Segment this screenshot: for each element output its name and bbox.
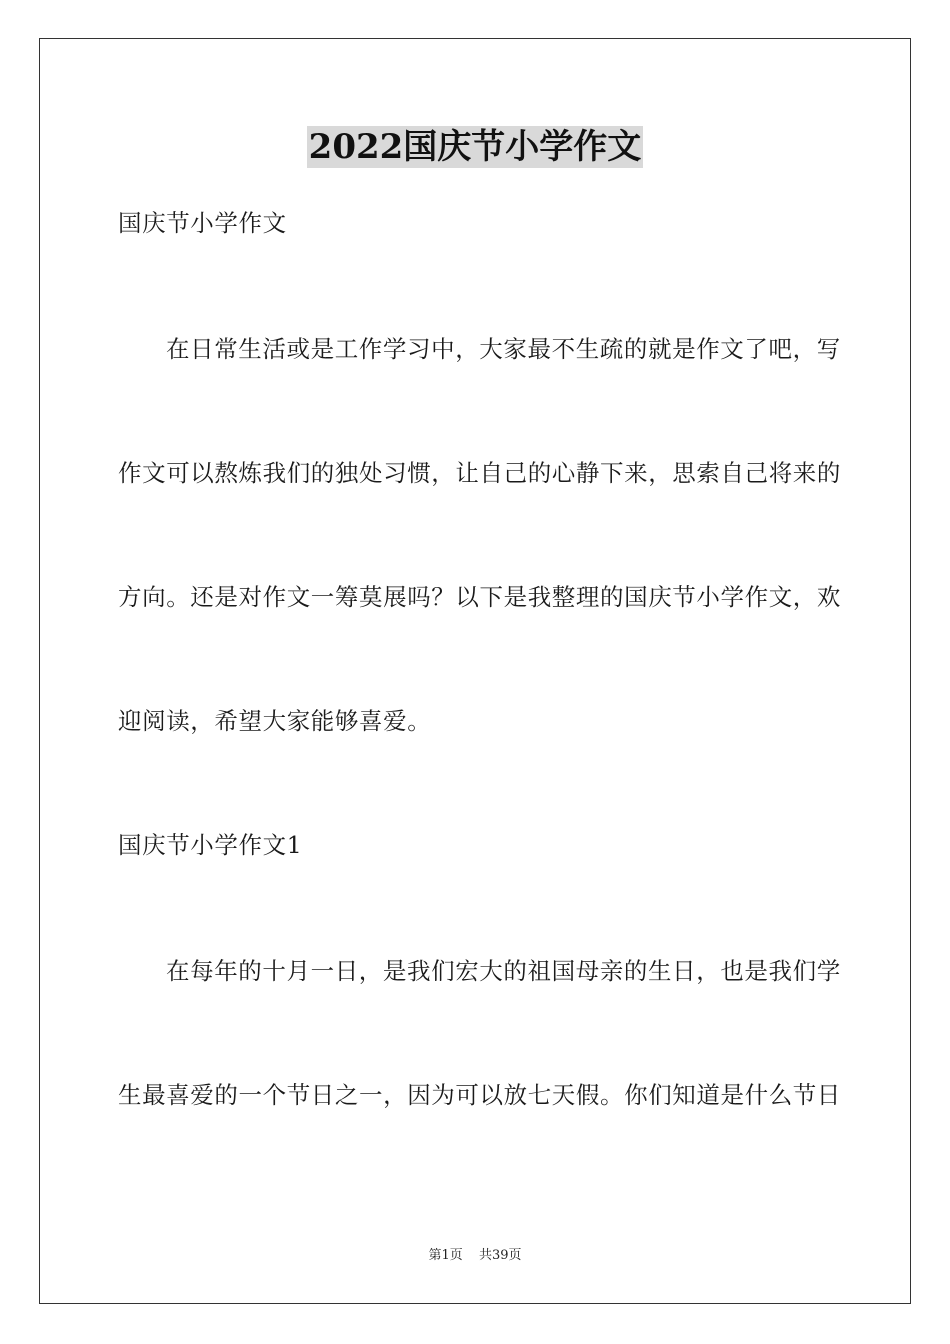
title-container <box>0 126 950 168</box>
page-footer <box>0 1247 950 1265</box>
paragraph-line: 生最喜爱的一个节日之一，因为可以放七天假。你们知道是什么节日 <box>118 1081 841 1109</box>
paragraph-line: 方向。还是对作文一筹莫展吗？以下是我整理的国庆节小学作文，欢 <box>118 583 841 611</box>
paragraph-line: 迎阅读，希望大家能够喜爱。 <box>118 707 432 735</box>
page-number-total: 共39页 <box>478 1248 522 1263</box>
page-number-current: 第1页 <box>428 1248 463 1263</box>
paragraph-line: 在日常生活或是工作学习中，大家最不生疏的就是作文了吧，写 <box>166 335 841 363</box>
document-title: 2022国庆节小学作文 <box>308 127 642 167</box>
section-heading: 国庆节小学作文1 <box>118 831 303 859</box>
section-heading: 国庆节小学作文 <box>118 209 287 237</box>
paragraph-line: 作文可以熬炼我们的独处习惯，让自己的心静下来，思索自己将来的 <box>118 459 841 487</box>
paragraph-line: 在每年的十月一日，是我们宏大的祖国母亲的生日，也是我们学 <box>166 957 841 985</box>
